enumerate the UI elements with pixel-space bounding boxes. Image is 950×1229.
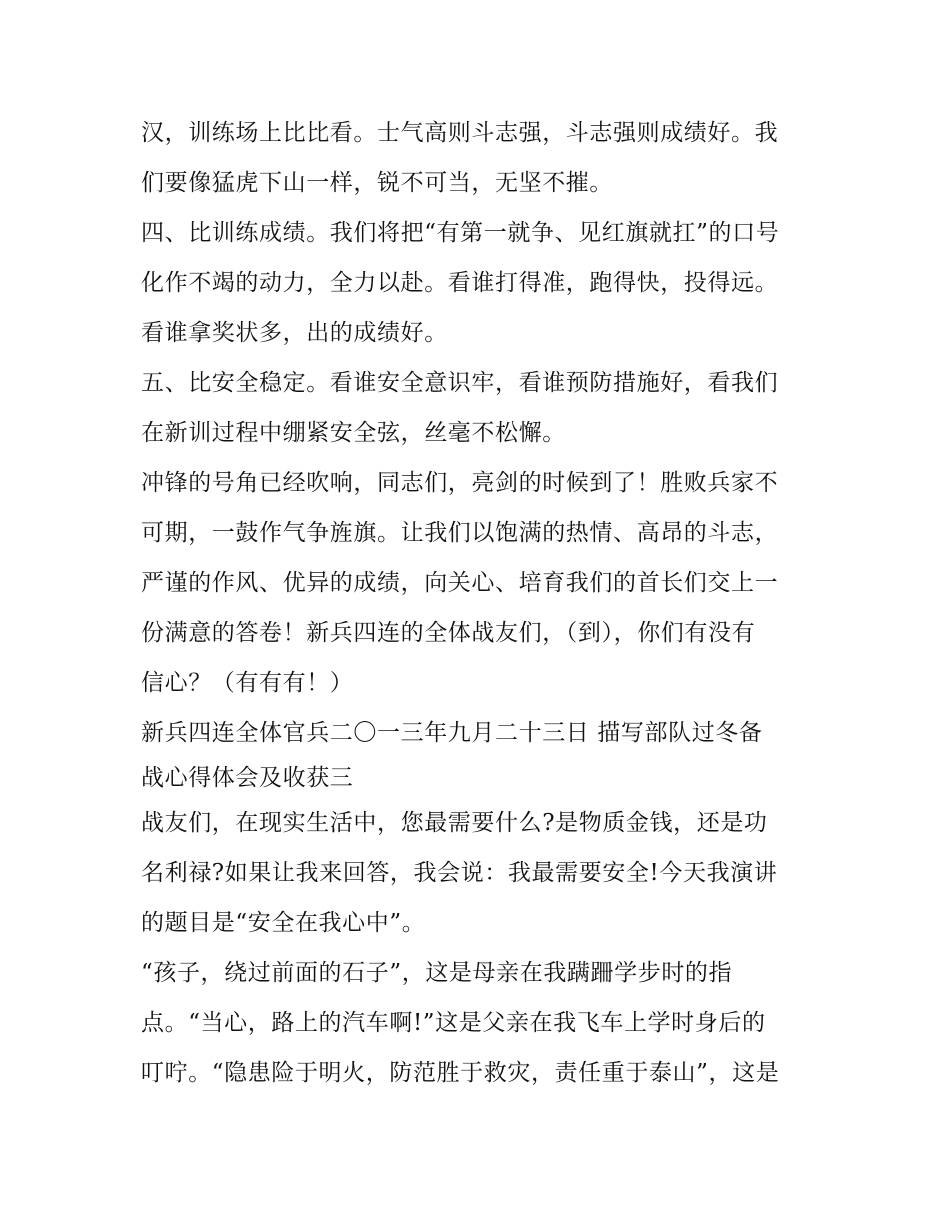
text-line: 名利禄?如果让我来回答，我会说：我最需要安全!今天我演讲	[141, 860, 778, 886]
text-line: 化作不竭的动力，全力以赴。看谁打得准，跑得快，投得远。	[141, 270, 779, 296]
text-line: 的题目是“安全在我心中”。	[141, 910, 426, 936]
text-line: 可期，一鼓作气争旌旗。让我们以饱满的热情、高昂的斗志，	[141, 520, 779, 546]
text-line: 信心？（有有有！）	[141, 670, 354, 696]
document-body	[141, 108, 821, 1098]
text-line: 汉，训练场上比比看。士气高则斗志强，斗志强则成绩好。我	[141, 120, 779, 146]
text-line: 们要像猛虎下山一样，锐不可当，无坚不摧。	[141, 170, 613, 196]
text-line: 份满意的答卷！新兵四连的全体战友们，（到），你们有没有	[141, 620, 756, 646]
text-line: 五、比安全稳定。看谁安全意识牢，看谁预防措施好，看我们	[141, 370, 779, 396]
text-line: 在新训过程中绷紧安全弦，丝毫不松懈。	[141, 420, 566, 446]
text-line: 战友们，在现实生活中，您最需要什么?是物质金钱，还是功	[141, 810, 768, 836]
text-line: 战心得体会及收获三	[141, 765, 354, 791]
text-line: 四、比训练成绩。我们将把“有第一就争、见红旗就扛”的口号	[141, 220, 780, 246]
text-line: 冲锋的号角已经吹响，同志们，亮剑的时候到了！胜败兵家不	[141, 470, 779, 496]
text-line: 严谨的作风、优异的成绩，向关心、培育我们的首长们交上一	[141, 570, 779, 596]
text-line: 叮咛。“隐患险于明火，防范胜于救灾，责任重于泰山”，这是	[141, 1060, 780, 1086]
text-line: 点。“当心，路上的汽车啊!”这是父亲在我飞车上学时身后的	[141, 1010, 766, 1036]
text-line: 看谁拿奖状多，出的成绩好。	[141, 320, 448, 346]
text-line: “孩子，绕过前面的石子”，这是母亲在我蹒跚学步时的指	[141, 960, 733, 986]
text-line: 新兵四连全体官兵二〇一三年九月二十三日 描写部队过冬备	[141, 720, 763, 746]
